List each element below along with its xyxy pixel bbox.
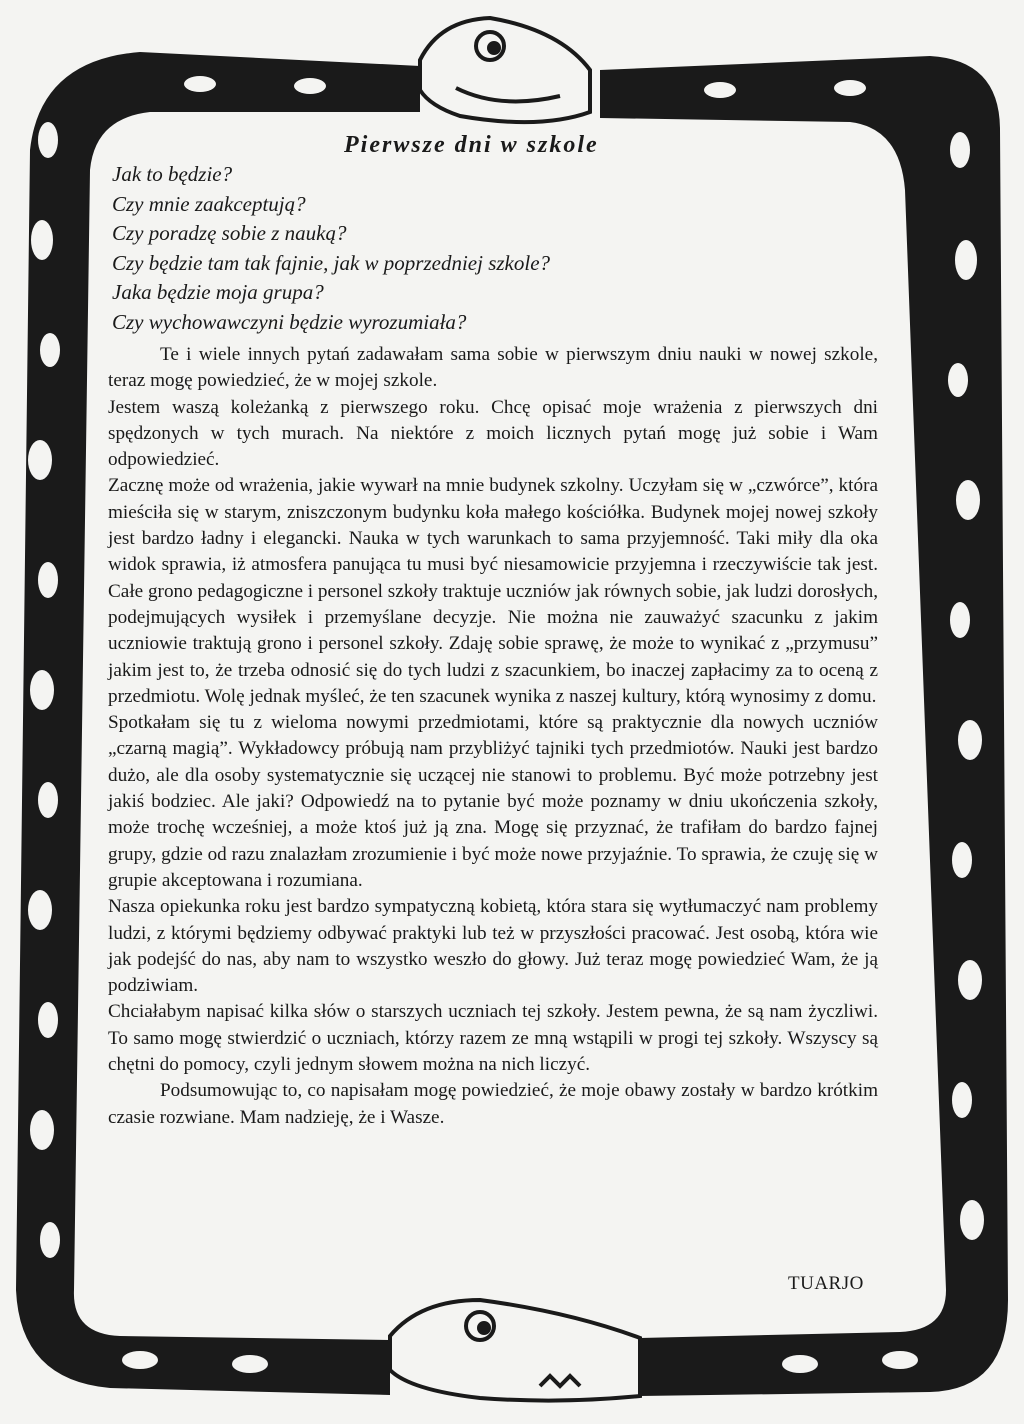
paragraph: Nasza opiekunka roku jest bardzo sympatyczną kobietą, która stara się wytłumaczyć nam problemy ludzi, z którymi będziemy odbywać praktyki lub też w przyszłości pracować. Jest osobą, która wie jak podejść do nas, aby nam to wszystko weszło do głowy. Już teraz mogę powiedzieć Wam, że ją podziwiam. xyxy=(108,896,878,997)
question-line: Czy będzie tam tak fajnie, jak w poprzedniej szkole? xyxy=(112,250,551,275)
article-title: Pierwsze dni w szkole xyxy=(344,132,599,158)
paragraph: Jestem waszą koleżanką z pierwszego roku. Chcę opisać moje wrażenia z pierwszych dni spędzonych w tych murach. Na niektóre z moich licznych pytań mogę już sobie i Wam odpowiedzieć. xyxy=(108,396,878,471)
question-line: Czy wychowawczyni będzie wyrozumiała? xyxy=(112,309,467,334)
question-line: Jak to będzie? xyxy=(112,162,233,186)
bottom-snake-head xyxy=(390,1300,640,1401)
paragraph: Zacznę może od wrażenia, jakie wywarł na mnie budynek szkolny. Uczyłam się w „czwórce”, która mieściła się w starym, zniszczonym budynku koła małego kościółka. Budynek mojej nowej szkoły jest bardzo ładny i elegancki. Nauka w tych warunkach to sama przyjemność. Taki miły dla oka widok sprawia, iż atmosfera panująca tu musi być niesamowicie przyjemna i rzeczywiście tak jest. Całe grono pedagogiczne i personel szkoły traktuje uczniów jak równych sobie, jak ludzi dorosłych, podejmujących wysiłek i przemyślane decyzje. Nie można nie zauważyć szacunku z jakim uczniowie traktują grono i personel szkoły. Zdaję sobie sprawę, że może to wynikać z „przymusu” jakim jest to, że trzeba odnosić się do tych ludzi z szacunkiem, bo inaczej zapłacimy za to oceną z przedmiotu. Wolę jednak myśleć, że ten szacunek wynika z naszej kultury, którą wynosimy z domu. xyxy=(108,475,878,707)
paragraph: Spotkałam się tu z wieloma nowymi przedmiotami, które są praktycznie dla nowych uczniów „czarną magią”. Wykładowcy próbują nam przybliżyć tajniki tych przedmiotów. Nauki jest bardzo dużo, ale dla osoby systematycznie się uczącej nie stanowi to problemu. Być może potrzebny jest jakiś bodziec. Ale jaki? Odpowiedź na to pytanie być może poznamy w dniu ukończenia szkoły, może trochę wcześniej, a może ktoś już ją zna. Mogę się przyznać, że trafiłam do bardzo fajnej grupy, gdzie od razu znalazłam zrozumienie i być może nowe przyjaźnie. To sprawia, że czuję się w grupie akceptowana i rozumiana. xyxy=(108,712,878,891)
paragraph: Podsumowując to, co napisałam mogę powiedzieć, że moje obawy zostały w bardzo krótkim czasie rozwiane. Mam nadzieję, że i Wasze. xyxy=(108,1080,878,1128)
opening-questions xyxy=(112,160,872,337)
paragraph: Te i wiele innych pytań zadawałam sama sobie w pierwszym dniu nauki w nowej szkole, teraz mogę powiedzieć, że w mojej szkole. xyxy=(108,344,878,392)
question-line: Czy poradzę sobie z nauką? xyxy=(112,221,347,245)
top-snake-head xyxy=(420,18,590,122)
question-line: Czy mnie zaakceptują? xyxy=(112,191,306,216)
author-signature: TUARJO xyxy=(788,1273,864,1294)
paragraph: Chciałabym napisać kilka słów o starszych uczniach tej szkoły. Jestem pewna, że są nam życzliwi. To samo mogę stwierdzić o uczniach, którzy razem ze mną wstąpili w progi tej szkoły. Wszyscy są chętni do pomocy, czyli jednym słowem można na nich liczyć. xyxy=(108,1001,878,1076)
article-body xyxy=(108,342,878,1131)
question-line: Jaka będzie moja grupa? xyxy=(112,280,324,304)
